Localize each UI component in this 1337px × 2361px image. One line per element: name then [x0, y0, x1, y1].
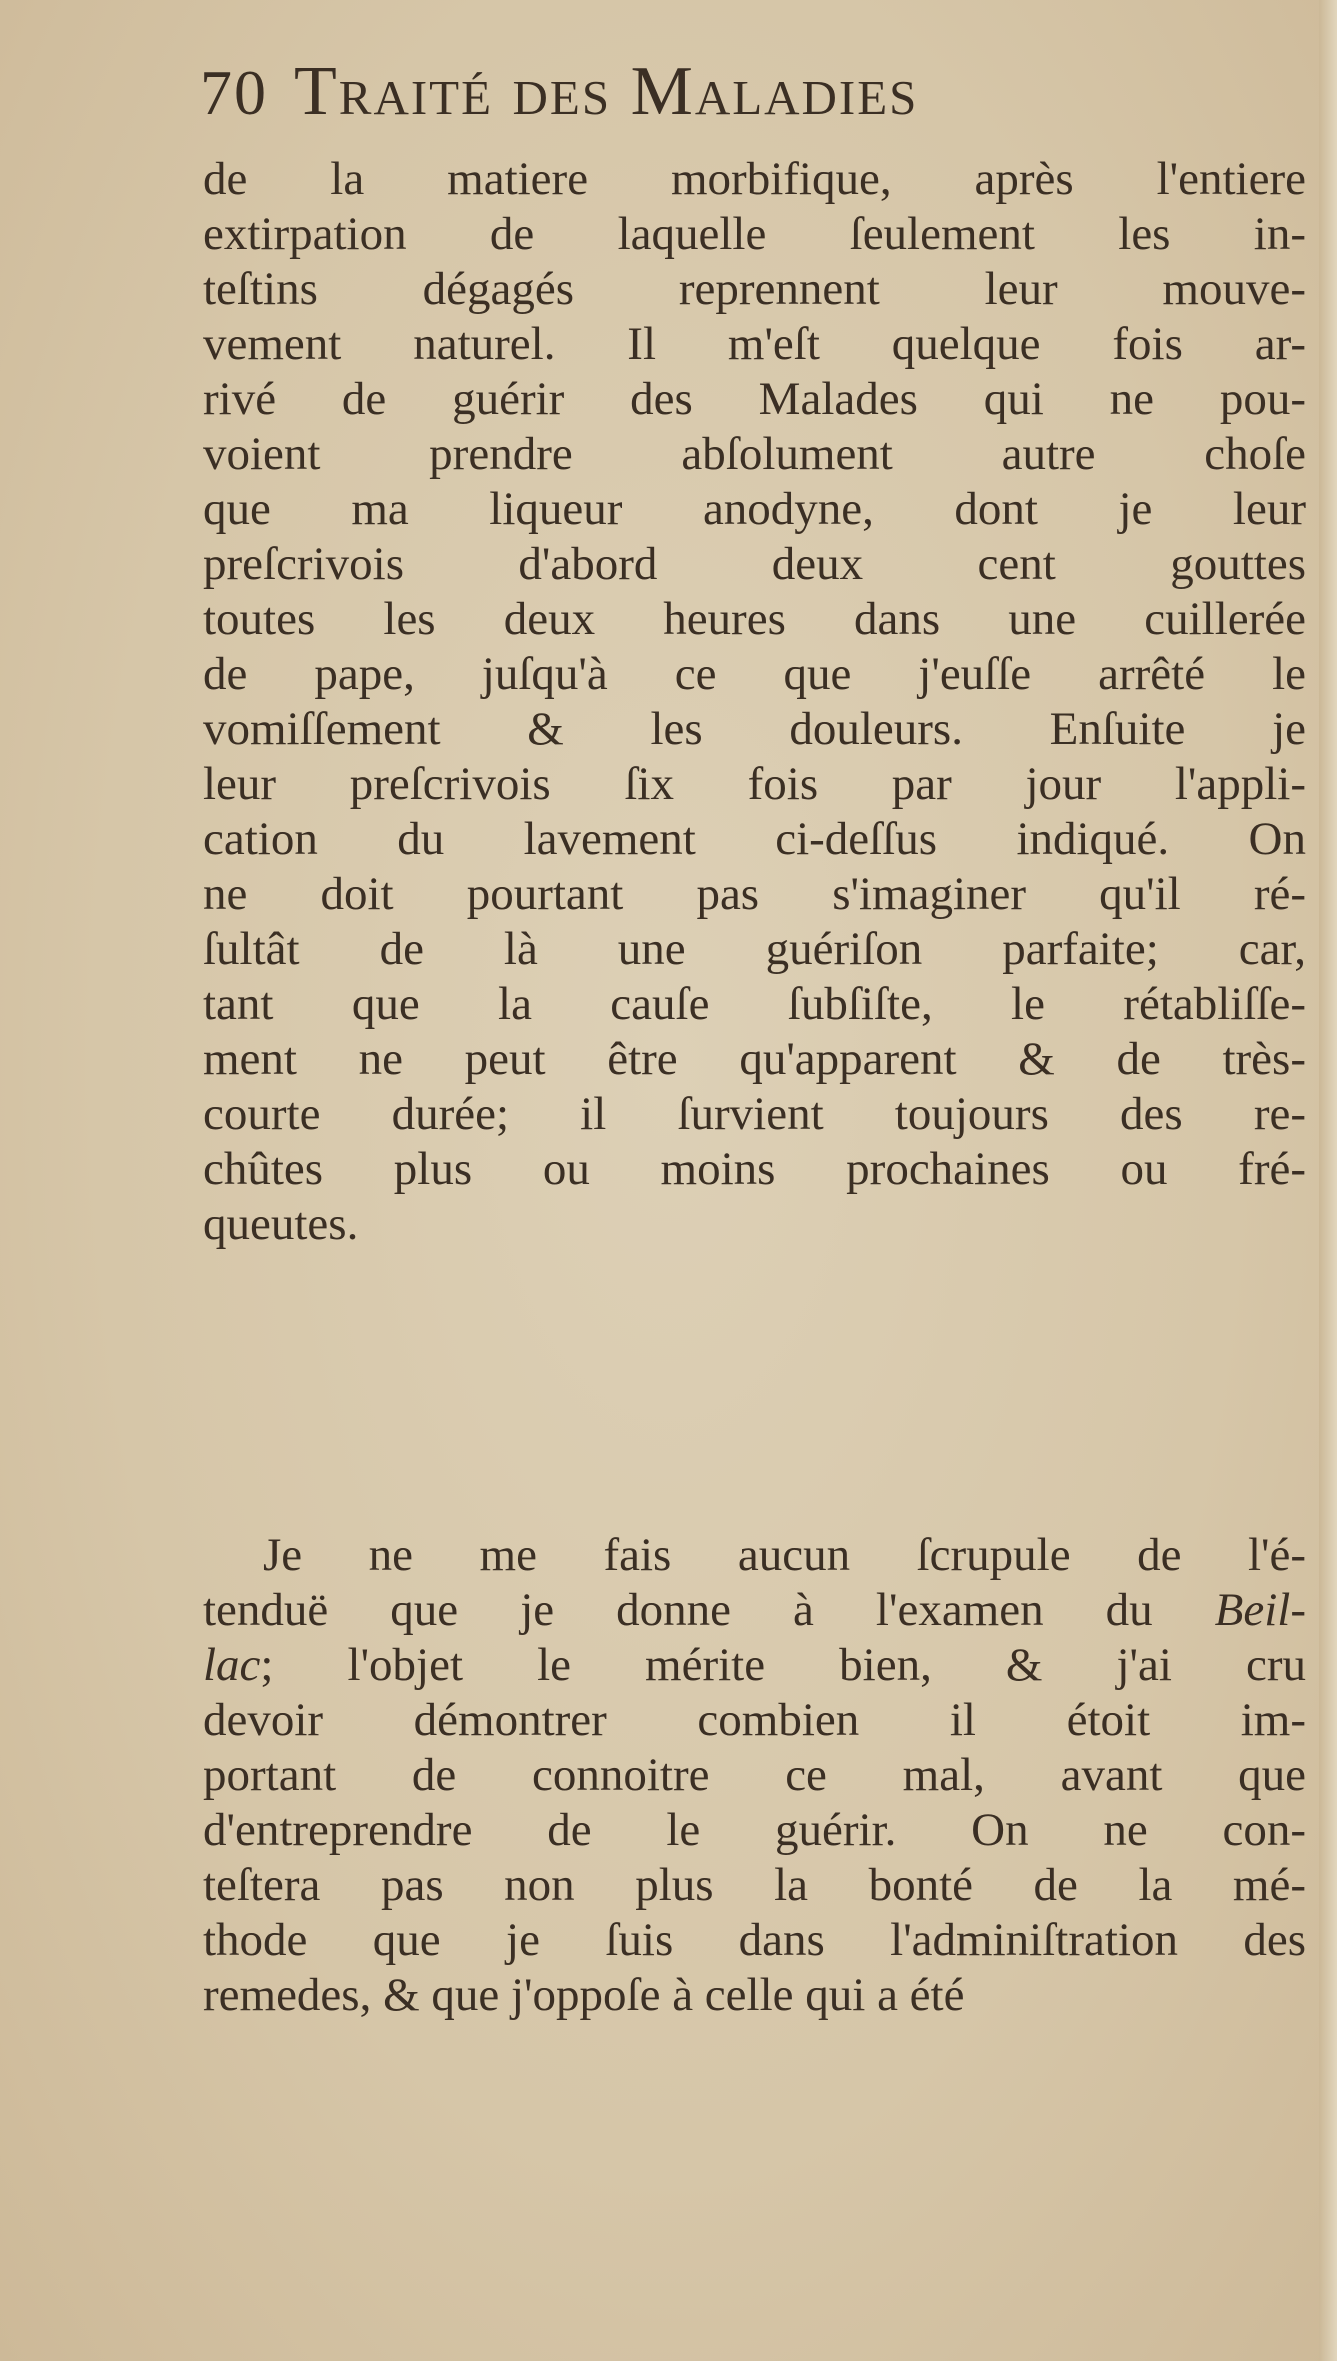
text-line: preſcrivois d'abord deux cent gouttes — [203, 538, 1306, 590]
text-line: voient prendre abſolument autre choſe — [203, 428, 1306, 480]
text-line: lac; l'objet le mérite bien, & j'ai cru — [203, 1639, 1306, 1691]
page-edge — [1319, 0, 1337, 2361]
text-line: thode que je ſuis dans l'adminiſtration des — [203, 1914, 1306, 1966]
text-line: extirpation de laquelle ſeulement les in- — [203, 208, 1306, 260]
running-title: Traité des Maladies — [294, 53, 919, 130]
text-line: vomiſſement & les douleurs. Enſuite je — [203, 703, 1306, 755]
text-line: que ma liqueur anodyne, dont je leur — [203, 483, 1306, 535]
text-line: courte durée; il ſurvient toujours des re- — [203, 1088, 1306, 1140]
paragraph-2 — [203, 1528, 1306, 2023]
paragraph-1 — [203, 152, 1306, 1252]
text-line: ment ne peut être qu'apparent & de très- — [203, 1033, 1306, 1085]
text-line: cation du lavement ci-deſſus indiqué. On — [203, 813, 1306, 865]
text-line: teſtins dégagés reprennent leur mouve- — [203, 263, 1306, 315]
running-header — [200, 52, 1310, 142]
text-line: de la matiere morbifique, après l'entiere — [203, 153, 1306, 205]
text-line: remedes, & que j'oppoſe à celle qui a été — [203, 1969, 965, 2021]
text-line: teſtera pas non plus la bonté de la mé- — [203, 1859, 1306, 1911]
text-line: rivé de guérir des Malades qui ne pou- — [203, 373, 1306, 425]
text-line: de pape, juſqu'à ce que j'euſſe arrêté le — [203, 648, 1306, 700]
text-line: portant de connoitre ce mal, avant que — [203, 1749, 1306, 1801]
text-line: toutes les deux heures dans une cuillerée — [203, 593, 1306, 645]
text-line: vement naturel. Il m'eſt quelque fois ar- — [203, 318, 1306, 370]
italic-word: lac — [203, 1639, 261, 1691]
page-number: 70 — [200, 57, 268, 128]
text-line: d'entreprendre de le guérir. On ne con- — [203, 1804, 1306, 1856]
text-line: devoir démontrer combien il étoit im- — [203, 1694, 1306, 1746]
text-line: queutes. — [203, 1198, 359, 1250]
text-line: chûtes plus ou moins prochaines ou fré- — [203, 1143, 1306, 1195]
text-line: Je ne me fais aucun ſcrupule de l'é- — [263, 1529, 1306, 1581]
text-line: tant que la cauſe ſubſiſte, le rétabliſſe- — [203, 978, 1306, 1030]
text-line: leur preſcrivois ſix fois par jour l'appli- — [203, 758, 1306, 810]
italic-word: Beil- — [1214, 1584, 1306, 1636]
text-line — [203, 1583, 1306, 1638]
text-line: ſultât de là une guériſon parfaite; car, — [203, 923, 1306, 975]
text-line-content: tenduë que je donne à l'examen du — [203, 1584, 1153, 1636]
text-line: ne doit pourtant pas s'imaginer qu'il ré- — [203, 868, 1306, 920]
